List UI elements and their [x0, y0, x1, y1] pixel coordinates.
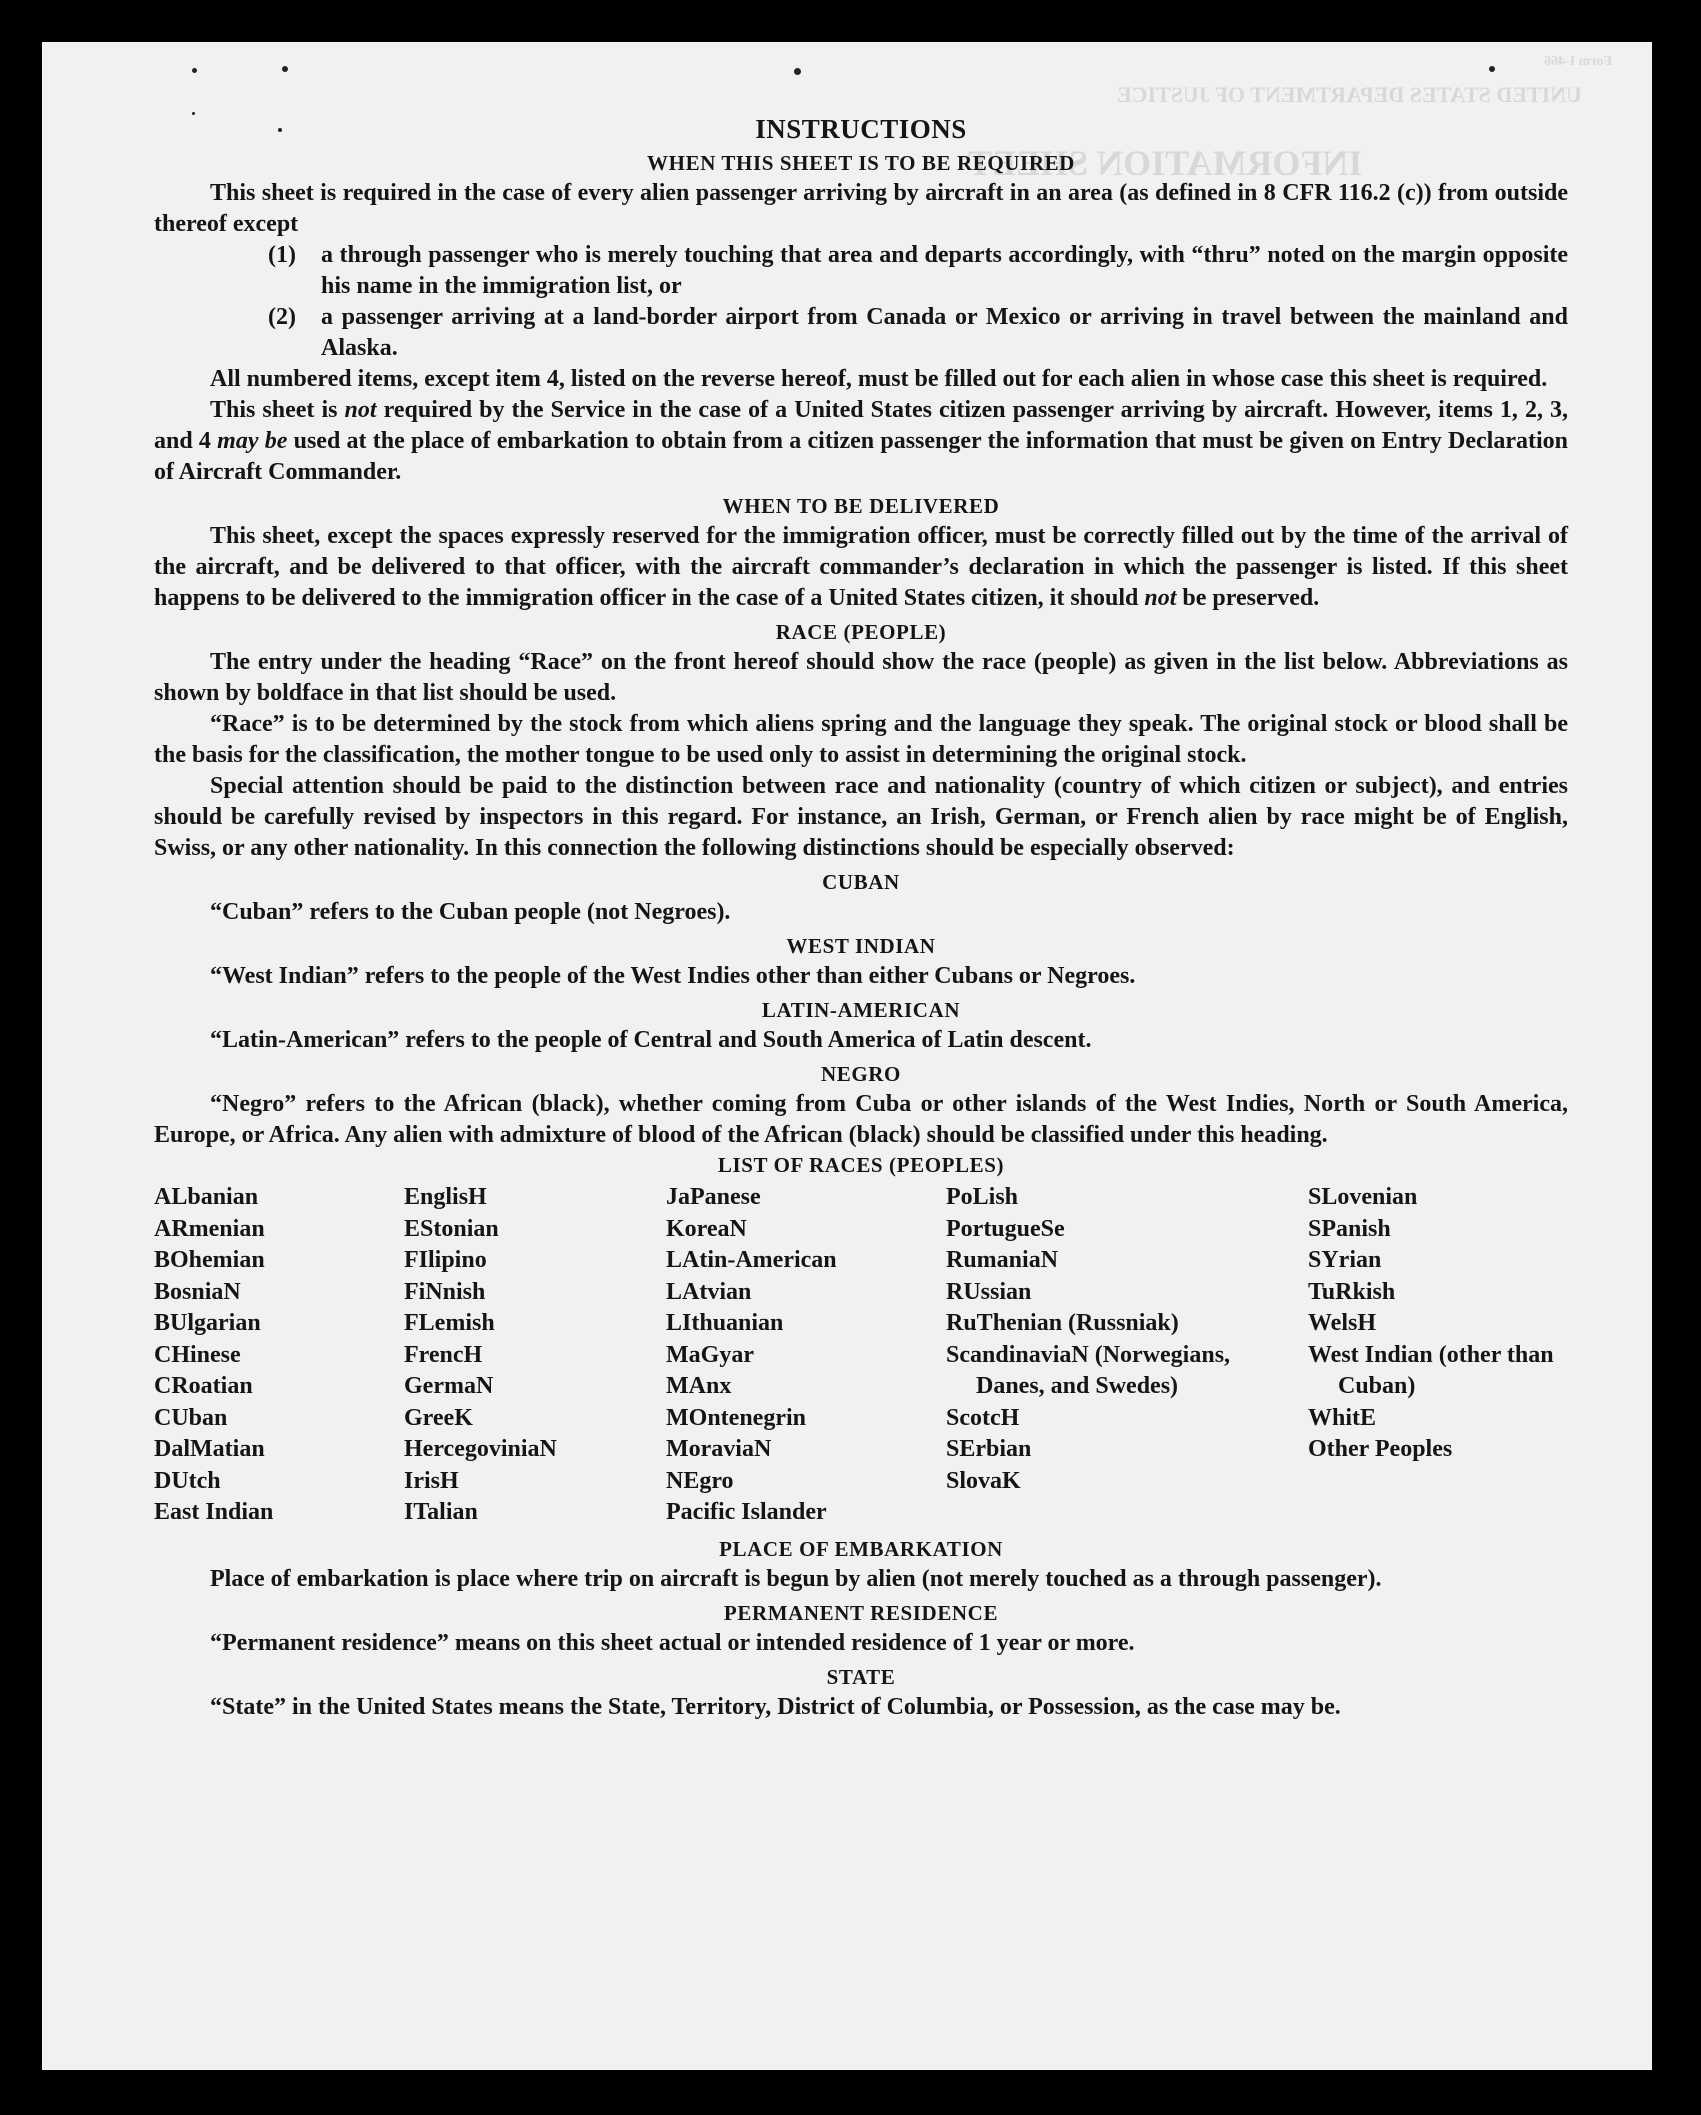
race-entry: FIlipino: [404, 1247, 487, 1273]
section-heading: LATIN-AMERICAN: [761, 998, 961, 1022]
race-entry: SlovaK: [946, 1467, 1021, 1494]
paragraph: “Permanent residence” means on this sheet actual or intended residence of 1 year or more.: [210, 1629, 1135, 1656]
race-entry: KoreaN: [666, 1215, 747, 1242]
races-list: [154, 1182, 1568, 1529]
paragraph: Special attention should be paid to the distinction between race and nationality (country of which citizen or subject), and entries should be carefully revised by inspectors in this regard. For instance, an Irish, German, or French alien by race might be of English, Swiss, or any other nationality. In this connection the following distinctions should be especially observed:: [154, 773, 1568, 861]
item-text: a passenger arriving at a land-border airport from Canada or Mexico or arriving in travel between the mainland and Alaska.: [321, 304, 1568, 361]
race-entry: MoraviaN: [666, 1436, 772, 1462]
races-column: [1308, 1182, 1558, 1529]
paragraph: This sheet, except the spaces expressly reserved for the immigration officer, must be correctly filled out by the time of the arrival of the aircraft, and be delivered to that officer, with the aircraft commander’s declaration in which the passenger is listed. If this sheet happens to be delivered to the immigration officer in the case of a United States citizen, it should not be preserved.: [154, 523, 1568, 611]
race-entry: LAtvian: [666, 1278, 752, 1305]
race-entry: CRoatian: [154, 1373, 253, 1399]
item-number: (2): [268, 304, 296, 330]
race-entry: ScandinaviaN (Norwegians, Danes, and Swedes): [946, 1341, 1231, 1399]
races-column: [154, 1182, 404, 1529]
race-entry: JaPanese: [666, 1184, 761, 1210]
race-entry: RUssian: [946, 1278, 1032, 1305]
race-entry: PoLish: [946, 1184, 1019, 1210]
race-entry: GermaN: [404, 1373, 494, 1399]
race-entry: GreeK: [404, 1404, 473, 1431]
paragraph: “West Indian” refers to the people of the West Indies other than either Cubans or Negroes.: [210, 963, 1136, 989]
race-entry: MAnx: [666, 1373, 732, 1399]
race-entry: EStonian: [404, 1215, 499, 1242]
section-heading: PLACE OF EMBARKATION: [719, 1536, 1003, 1561]
speck: [282, 66, 288, 72]
race-entry: RumaniaN: [946, 1247, 1059, 1273]
paragraph: “Cuban” refers to the Cuban people (not Negroes).: [210, 899, 731, 925]
section-heading: PERMANENT RESIDENCE: [723, 1600, 999, 1625]
race-entry: HercegoviniaN: [404, 1436, 557, 1462]
bleed-through-title: INFORMATION SHEET: [967, 143, 1362, 183]
race-entry: ALbanian: [154, 1184, 259, 1210]
races-column: [666, 1182, 946, 1529]
race-entry: Pacific Islander: [666, 1499, 827, 1525]
race-entry: BOhemian: [154, 1247, 265, 1273]
section-heading: STATE: [826, 1664, 896, 1689]
race-entry: East Indian: [154, 1499, 274, 1525]
race-entry: RuThenian (Russniak): [946, 1310, 1179, 1336]
race-entry: Other Peoples: [1308, 1436, 1453, 1462]
race-entry: ScotcH: [946, 1404, 1020, 1431]
list-item: [154, 302, 1568, 364]
races-column: [946, 1182, 1231, 1529]
race-entry: MOntenegrin: [666, 1404, 806, 1431]
instructions-body: [154, 114, 1568, 1723]
paragraph: “State” in the United States means the State, Territory, District of Columbia, or Possession, as the case may be.: [210, 1693, 1341, 1720]
race-entry: MaGyar: [666, 1341, 754, 1368]
section-heading: WHEN THIS SHEET IS TO BE REQUIRED: [647, 151, 1075, 175]
race-entry: DUtch: [154, 1467, 221, 1494]
section-heading: NEGRO: [820, 1062, 901, 1086]
race-entry: WelsH: [1308, 1310, 1377, 1336]
race-entry: ITalian: [404, 1499, 478, 1525]
paragraph: All numbered items, except item 4, listed on the reverse hereof, must be filled out for each alien in whose case this sheet is required.: [210, 366, 1548, 392]
race-entry: CUban: [154, 1404, 228, 1431]
paragraph: The entry under the heading “Race” on the front hereof should show the race (people) as given in the list below. Abbreviations as shown by boldface in that list should be used.: [154, 649, 1568, 706]
item-text: a through passenger who is merely touching that area and departs accordingly, with “thru” noted on the margin opposite his name in the immigration list, or: [321, 242, 1568, 299]
race-entry: NEgro: [666, 1467, 734, 1494]
paragraph: “Latin-American” refers to the people of Central and South America of Latin descent.: [210, 1027, 1092, 1053]
race-entry: LIthuanian: [666, 1310, 784, 1336]
race-entry: BosniaN: [154, 1278, 241, 1305]
section-heading: WEST INDIAN: [786, 934, 936, 958]
race-entry: IrisH: [404, 1467, 459, 1494]
race-entry: SYrian: [1308, 1247, 1382, 1273]
race-entry: BUlgarian: [154, 1310, 261, 1336]
race-entry: West Indian (other than Cuban): [1308, 1341, 1554, 1399]
bleed-through-form-number: Form I-466: [1543, 54, 1612, 69]
document-page: [42, 42, 1652, 2070]
race-entry: WhitE: [1308, 1404, 1377, 1431]
section-heading: RACE (PEOPLE): [775, 620, 947, 644]
race-entry: PortugueSe: [946, 1215, 1065, 1242]
race-entry: CHinese: [154, 1341, 241, 1368]
speck: [794, 68, 801, 75]
race-entry: EnglisH: [404, 1184, 487, 1210]
page-title: INSTRUCTIONS: [755, 114, 967, 144]
list-item: [154, 240, 1568, 302]
race-entry: TuRkish: [1308, 1278, 1396, 1305]
section-heading: CUBAN: [822, 870, 900, 894]
paragraph: This sheet is not required by the Service in the case of a United States citizen passenger arriving by aircraft. However, items 1, 2, 3, and 4 may be used at the place of embarkation to obtain from a citizen passenger the information that must be given on Entry Declaration of Aircraft Commander.: [154, 397, 1569, 485]
race-entry: FLemish: [404, 1310, 495, 1336]
race-entry: FrencH: [404, 1341, 483, 1368]
race-entry: DalMatian: [154, 1436, 265, 1462]
section-heading: WHEN TO BE DELIVERED: [722, 494, 1000, 518]
paragraph: Place of embarkation is place where trip on aircraft is begun by alien (not merely touched as a through passenger).: [210, 1565, 1382, 1592]
race-entry: SLovenian: [1308, 1184, 1418, 1210]
speck: [1489, 66, 1495, 72]
item-number: (1): [268, 242, 296, 268]
section-heading: LIST OF RACES (PEOPLES): [717, 1153, 1005, 1177]
race-entry: LAtin-American: [666, 1247, 837, 1273]
paragraph: “Race” is to be determined by the stock from which aliens spring and the language they speak. The original stock or blood shall be the basis for the classification, the mother tongue to be used only to assist in determining the original stock.: [154, 711, 1568, 768]
paragraph: “Negro” refers to the African (black), whether coming from Cuba or other islands of the West Indies, North or South America, Europe, or Africa. Any alien with admixture of blood of the African (black) should be classified under this heading.: [154, 1091, 1568, 1148]
races-column: [404, 1182, 666, 1529]
paragraph: This sheet is required in the case of every alien passenger arriving by aircraft in an area (as defined in 8 CFR 116.2 (c)) from outside thereof except: [154, 180, 1568, 237]
race-entry: FiNnish: [404, 1278, 486, 1305]
race-entry: ARmenian: [154, 1215, 265, 1242]
bleed-through-text: UNITED STATES DEPARTMENT OF JUSTICE: [1117, 82, 1582, 107]
speck: [192, 68, 197, 73]
race-entry: SPanish: [1308, 1215, 1391, 1242]
race-entry: SErbian: [946, 1436, 1032, 1462]
